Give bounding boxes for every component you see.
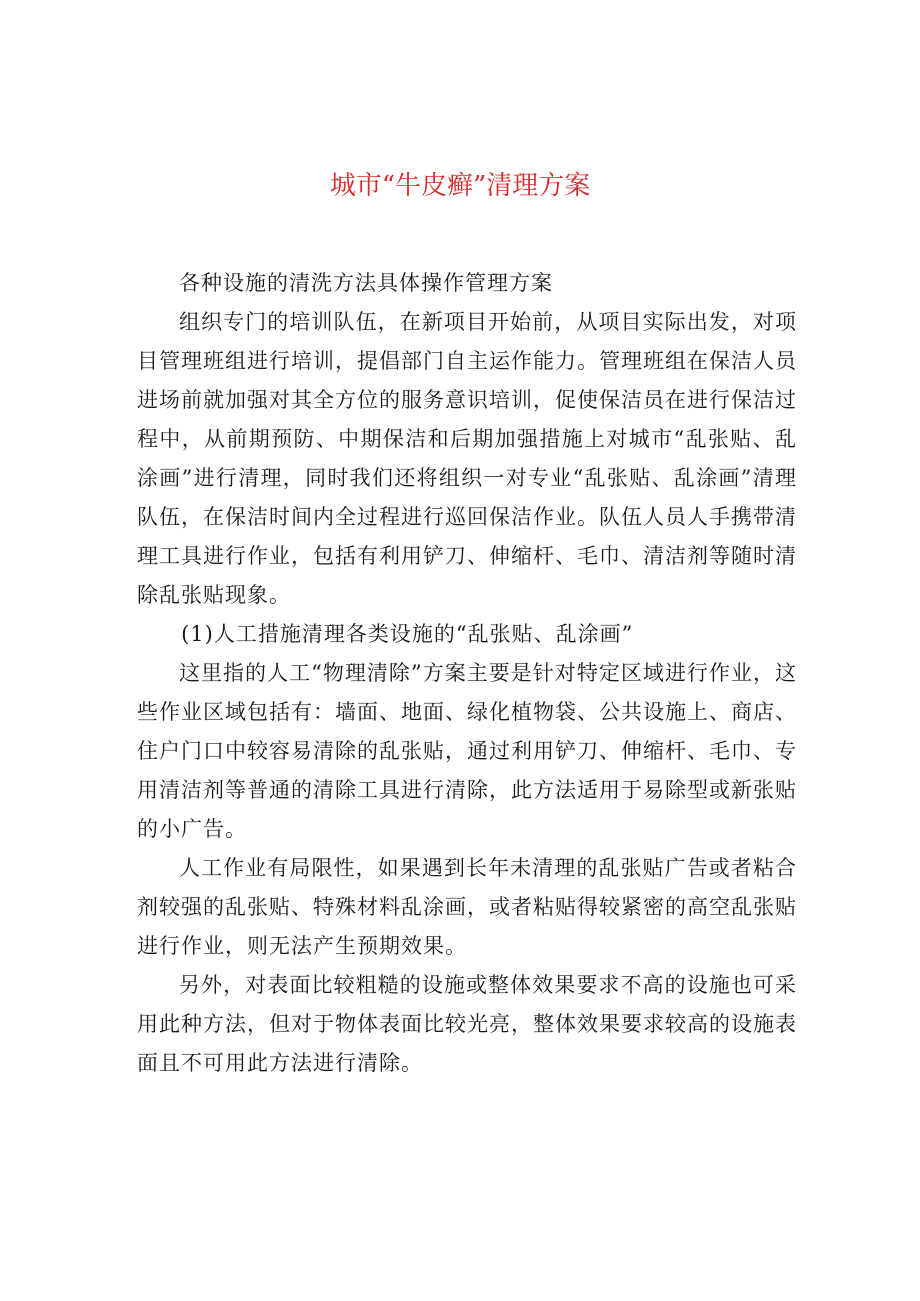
paragraph-training: 组织专门的培训队伍，在新项目开始前，从项目实际出发，对项目管理班组进行培训，提倡部门自主运作能力。管理班组在保洁人员进场前就加强对其全方位的服务意识培训，促使保洁员在进行保洁过程中，从前期预防、中期保洁和后期加强措施上对城市“乱张贴、乱涂画”进行清理，同时我们还将组织一对专业“乱张贴、乱涂画”清理队伍，在保洁时间内全过程进行巡回保洁作业。队伍人员人手携带清理工具进行作业，包括有利用铲刀、伸缩杆、毛巾、清洁剂等随时清除乱张贴现象。 <box>137 310 797 607</box>
document-body <box>137 264 797 1083</box>
paragraph-manual-removal: 这里指的人工“物理清除”方案主要是针对特定区域进行作业，这些作业区域包括有：墙面、地面、绿化植物袋、公共设施上、商店、住户门口中较容易清除的乱张贴，通过利用铲刀、伸缩杆、毛巾、专用清洁剂等普通的清除工具进行清除，此方法适用于易除型或新张贴的小广告。 <box>137 661 797 841</box>
section-heading: (1)人工措施清理各类设施的“乱张贴、乱涂画” <box>181 622 634 646</box>
paragraph-limitations: 人工作业有局限性，如果遇到长年未清理的乱张贴广告或者粘合剂较强的乱张贴、特殊材料乱涂画，或者粘贴得较紧密的高空乱张贴进行作业，则无法产生预期效果。 <box>137 856 797 958</box>
paragraph-subtitle: 各种设施的清洗方法具体操作管理方案 <box>179 271 553 295</box>
document-title: 城市“牛皮癣”清理方案 <box>329 171 591 201</box>
paragraph-applicability: 另外，对表面比较粗糙的设施或整体效果要求不高的设施也可采用此种方法，但对于物体表面比较光亮，整体效果要求较高的设施表面且不可用此方法进行清除。 <box>137 973 797 1075</box>
